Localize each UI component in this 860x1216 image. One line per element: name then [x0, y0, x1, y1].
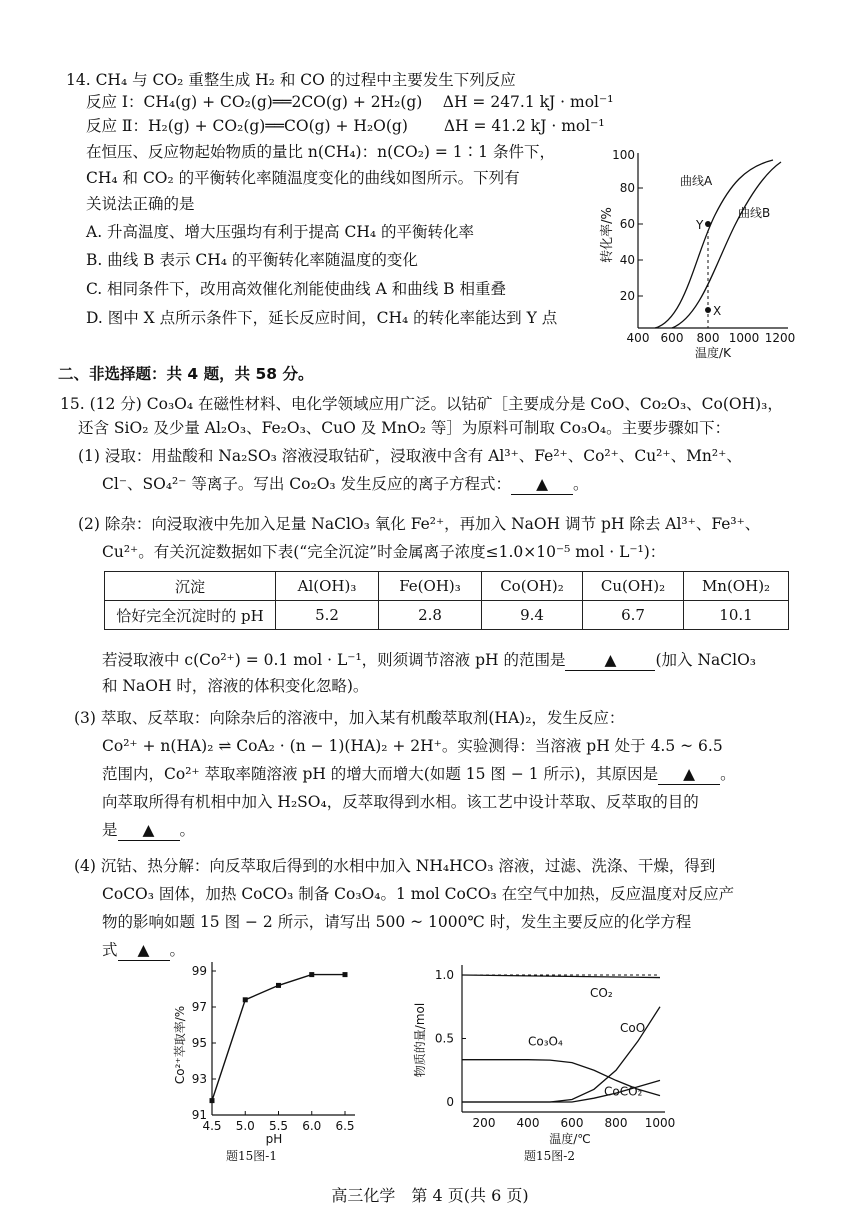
answer-blank[interactable]: ▲ — [565, 650, 655, 671]
figure-15-2-chart — [410, 955, 680, 1160]
q14-label-x: X — [713, 304, 722, 318]
q15-part4-line-1: (4) 沉钴、热分解：向反萃取后得到的水相中加入 NH₄HCO₃ 溶液，过滤、洗涤、干燥，得到 — [74, 857, 716, 875]
fig2-series-label: CoCO₂ — [604, 1084, 643, 1099]
precipitation-ph-table — [104, 571, 789, 630]
q14-ytick: 60 — [619, 217, 635, 231]
fig1-xtick-label: 4.5 — [202, 1119, 222, 1133]
q14-xtick: 400 — [626, 331, 650, 345]
q14-ytick: 100 — [612, 148, 635, 162]
q14-line-5: CH₄ 和 CO₂ 的平衡转化率随温度变化的曲线如图所示。下列有 — [86, 169, 520, 187]
fig1-data-point — [309, 972, 314, 977]
q14-point-x — [705, 307, 711, 313]
fig1-series-line — [212, 975, 345, 1101]
q15-part2-line-3 — [102, 650, 756, 671]
fig2-series-label: Co₃O₄ — [528, 1034, 563, 1049]
table-cell: 5.2 — [276, 601, 379, 630]
page-footer: 高三化学 第 4 页(共 6 页) — [331, 1186, 529, 1205]
answer-blank[interactable]: ▲ — [118, 820, 180, 841]
table-row — [105, 601, 789, 630]
q14-ytick: 20 — [619, 289, 635, 303]
fig1-ytick-label: 93 — [191, 1072, 207, 1086]
fig2-xtick-label: 600 — [560, 1116, 584, 1130]
q15-part4-line-3: 物的影响如题 15 图 − 2 所示，请写出 500 ~ 1000℃ 时，发生主要反应的化学方程 — [102, 913, 692, 931]
q14-xtick: 600 — [660, 331, 684, 345]
q14-chart-xlabel: 温度/K — [695, 346, 731, 360]
fig1-data-point — [210, 1098, 215, 1103]
answer-blank[interactable]: ▲ — [511, 474, 573, 495]
q15-part1-line-2 — [102, 474, 589, 495]
fig1-data-point — [243, 997, 248, 1002]
q14-label-curve-a: 曲线A — [680, 174, 713, 188]
fig1-xtick-label: 5.0 — [235, 1119, 255, 1133]
fig2-xtick-label: 800 — [604, 1116, 628, 1130]
q15-line-2: 还含 SiO₂ 及少量 Al₂O₃、Fe₂O₃、CuO 及 MnO₂ 等］为原料可制取 Co₃O₄。主要步骤如下： — [78, 419, 731, 437]
q14-option-d: D. 图中 X 点所示条件下，延长反应时间，CH₄ 的转化率能达到 Y 点 — [86, 309, 558, 327]
fig1-data-point — [343, 972, 348, 977]
q14-ytick: 40 — [619, 253, 635, 267]
q14-reaction-1: 反应 Ⅰ：CH₄(g) + CO₂(g)══2CO(g) + 2H₂(g) ΔH = 247.1 kJ · mol⁻¹ — [86, 93, 614, 111]
table-cell: 10.1 — [684, 601, 789, 630]
q15-part2-line-2: Cu²⁺。有关沉淀数据如下表(“完全沉淀”时金属离子浓度≤1.0×10⁻⁵ mol · L⁻¹)： — [102, 543, 666, 561]
q14-point-y — [705, 221, 711, 227]
fig2-series-label: CoO — [620, 1021, 646, 1036]
q14-conversion-chart — [600, 145, 800, 360]
q15-part1-line-1: (1) 浸取：用盐酸和 Na₂SO₃ 溶液浸取钴矿，浸取液中含有 Al³⁺、Fe²⁺、Co²⁺、Cu²⁺、Mn²⁺、 — [78, 447, 742, 465]
q15-part2-end: (加入 NaClO₃ — [655, 651, 756, 669]
q15-part3-line-4: 向萃取所得有机相中加入 H₂SO₄，反萃取得到水相。该工艺中设计萃取、反萃取的目的 — [102, 793, 699, 811]
q15-part4-end: 。 — [169, 941, 186, 959]
q14-ytick: 80 — [619, 181, 635, 195]
q15-part3-line-1: (3) 萃取、反萃取：向除杂后的溶液中，加入某有机酸萃取剂(HA)₂，发生反应： — [74, 709, 625, 727]
fig1-xtick-label: 6.0 — [302, 1119, 322, 1133]
q15-part3-end-2: 。 — [179, 821, 196, 839]
q15-part3-text-2: 是 — [102, 821, 118, 839]
q14-option-a: A. 升高温度、增大压强均有利于提高 CH₄ 的平衡转化率 — [86, 223, 474, 241]
q14-line-6: 关说法正确的是 — [86, 195, 195, 213]
fig2-xtick-label: 400 — [516, 1116, 540, 1130]
fig2-series-label: CO₂ — [590, 986, 613, 1000]
fig1-ylabel: Co²⁺萃取率/% — [173, 1005, 187, 1085]
fig2-ytick-label: 0.5 — [434, 1031, 454, 1046]
table-cell: 9.4 — [482, 601, 583, 630]
q15-part4-text: 式 — [102, 941, 118, 959]
q14-xtick: 1000 — [728, 331, 760, 345]
figure-15-2-caption: 题15图-2 — [524, 1149, 575, 1163]
q14-curve-a — [655, 160, 773, 328]
fig1-ytick-label: 95 — [191, 1036, 207, 1050]
fig1-data-point — [276, 983, 281, 988]
answer-blank[interactable]: ▲ — [658, 764, 720, 785]
q15-part2-text: 若浸取液中 c(Co²⁺) = 0.1 mol · L⁻¹，则须调节溶液 pH 的范围是 — [102, 651, 566, 669]
fig2-xlabel: 温度/℃ — [549, 1132, 591, 1146]
answer-blank[interactable]: ▲ — [118, 940, 170, 961]
q14-label-curve-b: 曲线B — [738, 206, 771, 220]
table-header-cell: Cu(OH)₂ — [583, 572, 684, 601]
table-cell: 恰好完全沉淀时的 pH — [105, 601, 276, 630]
q14-option-b: B. 曲线 B 表示 CH₄ 的平衡转化率随温度的变化 — [86, 251, 418, 269]
q15-part1-end: 。 — [573, 475, 589, 493]
fig2-ylabel: 物质的量/mol — [413, 1002, 427, 1078]
q14-line-1: 14. CH₄ 与 CO₂ 重整生成 H₂ 和 CO 的过程中主要发生下列反应 — [66, 71, 516, 89]
q15-part3-line-3 — [102, 764, 736, 785]
table-header-cell: 沉淀 — [105, 572, 276, 601]
fig1-xtick-label: 5.5 — [268, 1119, 289, 1133]
table-header-cell: Al(OH)₃ — [276, 572, 379, 601]
table-header-cell: Fe(OH)₃ — [379, 572, 482, 601]
q14-reaction-2: 反应 Ⅱ：H₂(g) + CO₂(g)══CO(g) + H₂O(g) ΔH = 41.2 kJ · mol⁻¹ — [86, 117, 605, 135]
table-header-cell: Co(OH)₂ — [482, 572, 583, 601]
q15-part3-text: 范围内，Co²⁺ 萃取率随溶液 pH 的增大而增大(如题 15 图 − 1 所示)，其原因是 — [102, 765, 659, 783]
fig2-ytick-label: 0 — [446, 1095, 454, 1109]
q15-part1-text: Cl⁻、SO₄²⁻ 等离子。写出 Co₂O₃ 发生反应的离子方程式： — [102, 475, 512, 493]
table-cell: 6.7 — [583, 601, 684, 630]
q15-part3-line-2: Co²⁺ + n(HA)₂ ⇌ CoA₂ · (n − 1)(HA)₂ + 2H⁺。实验测得：当溶液 pH 处于 4.5 ~ 6.5 — [102, 737, 723, 755]
fig2-xtick-label: 1000 — [644, 1116, 676, 1130]
table-header-cell: Mn(OH)₂ — [684, 572, 789, 601]
q14-line-4: 在恒压、反应物起始物质的量比 n(CH₄)：n(CO₂) = 1∶1 条件下， — [86, 143, 555, 161]
section-heading: 二、非选择题：共 4 题，共 58 分。 — [58, 365, 314, 383]
figure-15-1-caption: 题15图-1 — [226, 1149, 277, 1163]
table-header-row — [105, 572, 789, 601]
q15-part2-line-4: 和 NaOH 时，溶液的体积变化忽略)。 — [102, 677, 369, 695]
fig1-ytick-label: 99 — [191, 964, 207, 978]
q15-part3-line-5 — [102, 820, 195, 841]
q15-line-1: 15. (12 分) Co₃O₄ 在磁性材料、电化学领域应用广泛。以钴矿［主要成分是 CoO、Co₂O₃、Co(OH)₃， — [60, 395, 783, 413]
figure-15-1-chart — [170, 950, 380, 1165]
fig1-ytick-label: 97 — [191, 1000, 207, 1014]
q15-part3-end: 。 — [720, 765, 736, 783]
q14-xtick: 1200 — [764, 331, 796, 345]
q15-part2-line-1: (2) 除杂：向浸取液中先加入足量 NaClO₃ 氧化 Fe²⁺，再加入 NaOH 调节 pH 除去 Al³⁺、Fe³⁺、 — [78, 515, 761, 533]
q15-part4-line-2: CoCO₃ 固体，加热 CoCO₃ 制备 Co₃O₄。1 mol CoCO₃ 在空气中加热，反应温度对反应产 — [102, 885, 735, 903]
fig1-ytick-label: 91 — [191, 1108, 207, 1122]
q14-chart-ylabel: 转化率/% — [600, 207, 615, 263]
fig1-xlabel: pH — [265, 1132, 283, 1146]
fig2-ytick-label: 1.0 — [434, 968, 454, 982]
fig1-xtick-label: 6.5 — [335, 1119, 355, 1133]
table-cell: 2.8 — [379, 601, 482, 630]
fig2-xtick-label: 200 — [472, 1116, 496, 1130]
q14-label-y: Y — [696, 218, 704, 232]
q14-xtick: 800 — [696, 331, 720, 345]
q14-option-c: C. 相同条件下，改用高效催化剂能使曲线 A 和曲线 B 相重叠 — [86, 280, 506, 298]
